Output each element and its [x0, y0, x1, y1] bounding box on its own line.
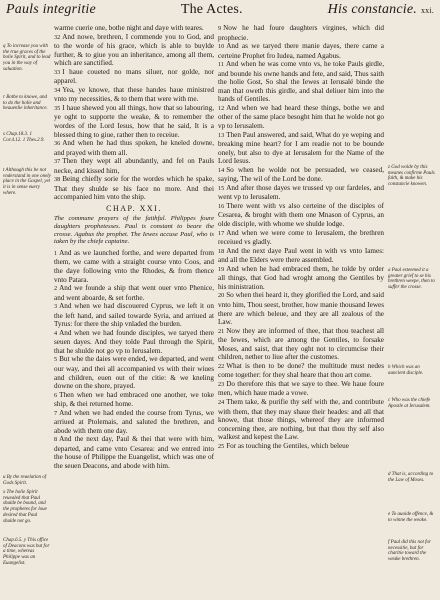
- verse-text: Do therefore this that we saye to thee. We haue foure men, which haue made a vowe.: [218, 379, 384, 398]
- verse-number: 15: [218, 184, 225, 192]
- folio-number: xxi.: [420, 6, 434, 15]
- verse-number: 1: [54, 249, 58, 257]
- margin-note: q To increase you with the true graces of the holie Spirit, and to lead you in the way of saluation.: [3, 44, 51, 72]
- verse-number: 35: [54, 104, 61, 112]
- header-right-title: His constancie.: [327, 2, 417, 17]
- chapter-summary: The commune prayers of the faithful. Philippes foure daughters prophetesses. Paul is constant to beare the crosse. Agabus the prophet. The Iewes accuse Paul, who is taken by the chiefe captaine.: [54, 215, 214, 246]
- verse-text: And when he was come vnto vs, he toke Pauls girdle, and bounde his owne hands and fete, and said, Thus saith the holie Gost, So shal the Iewes at Ierusalé binde the man that oweth this girdle, and shal deliuer him into the hands of Gentiles.: [218, 60, 384, 104]
- verse: [218, 60, 384, 104]
- verse: [54, 409, 214, 436]
- verse: [218, 42, 384, 60]
- verse-text: And when we had heard these things, bothe we and other of the same place besoght him that he wolde not go vp to Ierusalem.: [218, 103, 384, 131]
- verse-number: 21: [218, 327, 225, 335]
- chapter-heading: CHAP. XXI.: [106, 203, 162, 213]
- verse-text: And we founde a ship that went ouer vnto Phenice, and went aboarde, & set forthe.: [54, 284, 214, 302]
- verse-text: What is then to be done? the multitude must nedes come together: for they shal heare that thou art come.: [218, 361, 384, 380]
- margin-note: e To auoide offence, & to winne the weake.: [388, 512, 434, 523]
- verse: [218, 398, 384, 442]
- verse: [218, 229, 384, 247]
- verse-text: For as touching the Gentiles, which beleue: [226, 441, 349, 450]
- verse: [54, 329, 214, 356]
- verse-text: Then Paul answered, and said, What do ye weping and breaking mine heart? for I am readie not to be bounde onely, but also to dye at Ierusalem for the Name of the Lord Iesus.: [218, 130, 384, 166]
- verse-text: Now they are informed of thee, that thou teachest all the Iewes, which are among the Gentiles, to forsake Moses, and saist, that they oght not to circumcise their children, nether to liue after the customes.: [218, 326, 384, 362]
- verse-number: 4: [54, 329, 58, 337]
- verse: [54, 284, 214, 302]
- verse-number: 8: [54, 436, 58, 444]
- margin-note: z God wolde by this meanes confirme Pauls faith, & make his constancie knowen.: [388, 165, 435, 188]
- verse: [218, 247, 384, 265]
- verse: [218, 380, 384, 398]
- verse-number: 22: [218, 362, 225, 370]
- verse-number: 6: [54, 391, 58, 399]
- margin-note: x The holie Spirit reuealed that Paul shulde be bound, and the prophetes for loue desired that Paul shulde not go.: [3, 490, 47, 524]
- verse-number: 23: [218, 380, 225, 388]
- left-verses-after-chapter: [54, 249, 214, 471]
- verse-number: 12: [218, 104, 225, 112]
- verse-text: But whe the daies were ended, we departed, and went our way, and thei all accompanied vs with their wiues and children, euen out of the citie: & we kneling downe on the shore, prayed.: [54, 355, 214, 391]
- verse: [54, 355, 214, 390]
- verse-text: I haue shewed you all things, how that so labouring, ye oght to supporte the weake, & to remember the wordes of the Lord Iesus, how that he said, It is a blessed thing to giue, rather then to receiue.: [54, 103, 214, 139]
- verse-text: And when he had embraced them, he tolde by order all things, that God had wroght among the Gentiles by his ministration.: [218, 264, 384, 291]
- verse-text: So when thei heard it, they glorified the Lord, and said vnto him, Thou seest, brother, how manie thousand Iewes there are which beleue, and they are all zealous of the Law.: [218, 291, 384, 327]
- margin-note: Chap.6.5. y This office of Deacons was but for a time, whereas Philippe was an Euangelist.: [3, 538, 50, 566]
- verse: [218, 202, 384, 229]
- verse-text: Yea, ye knowe, that these handes haue ministred vnto my necessities, & to them that were with me.: [54, 85, 214, 104]
- verse-number: 2: [54, 285, 58, 293]
- right-margin-notes: [388, 24, 438, 598]
- verse: [54, 68, 214, 86]
- margin-note: b Which was an auncient disciple.: [388, 365, 424, 376]
- verse: [54, 139, 214, 157]
- verse-text: Being chiefly sorie for the wordes which he spake, That they shulde se his face no more. And thei accompanied him vnto the ship.: [54, 175, 214, 202]
- verse-number: 32: [54, 33, 61, 41]
- verse-number: 3: [54, 303, 58, 311]
- verse-number: 16: [218, 202, 225, 210]
- verse-text: There went with vs also certeine of the disciples of Cesarea, & broght with them one Mnason of Cyprus, an olde disciple, with whome we shulde lodge.: [218, 201, 384, 229]
- margin-note: r Bothe to knowe, and to do the holie and heauenlie inheritance.: [3, 95, 48, 112]
- verse-text: And nowe, brethren, I commende you to God, and to the worde of his grace, which is able to buylde further, & to giue you an inheritance, among all them, which are sanctified.: [54, 32, 214, 68]
- verse-text: Them take, & purifie thy self with the, and contribute with them, that they may shaue their heades: and all that knowe, that those things, whereof they are informed concerning thee, are nothing, but that thou thy self also walkest and kepest the Law.: [218, 397, 384, 442]
- margin-note: d That is, according to the Law of Moses.: [388, 472, 434, 483]
- verse-number: 11: [218, 61, 224, 69]
- verse-text: I haue coueted no mans siluer, nor golde, nor apparel.: [54, 67, 214, 86]
- verse: [218, 362, 384, 380]
- margin-note: s Chap.18.3. 1 Cor.4.12. 1 Thes.2.9.: [3, 132, 45, 143]
- verse-number: 25: [218, 442, 225, 450]
- verse-text: Then they wept all abundantly, and fel on Pauls necke, and kissed him,: [54, 157, 214, 175]
- verse: [218, 166, 384, 184]
- verse-number: 14: [218, 166, 225, 174]
- header-right: [328, 2, 434, 18]
- verse-text: Then when we had embraced one another, we toke ship, & thei returned home.: [54, 390, 214, 409]
- margin-note: t Although this be not vnderstand in one onely place in the Gospel, yet it is in sense euery where.: [3, 168, 51, 196]
- verse: [218, 184, 384, 202]
- verse-text: And when we had founde disciples, we taryed there seuen dayes. And they tolde Paul through the Spirit, that he shulde not go vp to Ierusalem.: [54, 328, 214, 355]
- verse: [218, 24, 384, 42]
- verse-number: 33: [54, 68, 61, 76]
- verse-number: 5: [54, 356, 58, 364]
- verse-number: 17: [218, 229, 225, 237]
- header-left-title: Pauls integritie: [6, 2, 96, 17]
- verse: [54, 24, 214, 33]
- verse-number: 19: [218, 265, 225, 273]
- verse: [218, 265, 384, 292]
- verse-number: 9: [218, 25, 222, 32]
- right-column: [218, 24, 384, 598]
- verse: [218, 104, 384, 131]
- verse-text: warme cuerie one, bothe night and daye with teares.: [54, 24, 204, 32]
- left-column: [54, 24, 214, 598]
- verse-text: And as we taryed there manie dayes, there came a certeine Prophet fro Iudea, named Agabus.: [218, 42, 384, 60]
- verse: [218, 291, 384, 326]
- verse-number: 24: [218, 398, 225, 406]
- margin-note: c Who was the chiefe Apostle at Ierusalem.: [388, 398, 431, 409]
- verse: [54, 391, 214, 409]
- margin-note: a Paul esteemed it a greater grief to se his brethren weepe, then to suffer the crosse.: [388, 268, 435, 291]
- verse: [54, 157, 214, 175]
- verse-number: 34: [54, 86, 61, 94]
- verse-text: And the next day, Paul & thei that were with him, departed, and came vnto Cesarea: and we entred into the house of Philippe the Euangelist, which was one of the seuen Deacons, and abode with him.: [54, 435, 214, 470]
- verse: [54, 33, 214, 68]
- verse-text: And the next daye Paul went in with vs vnto Iames: and all the Elders were there assembled.: [218, 246, 384, 265]
- verse-number: 10: [218, 43, 225, 51]
- verse-text: And when we had ended the course from Tyrus, we arriued at Ptolemais, and saluted the brethren, and abode with them one day.: [54, 408, 214, 435]
- left-margin-notes: [3, 24, 51, 598]
- verse: [218, 327, 384, 362]
- verse-text: And when he had thus spoken, he kneled downe, and prayed with them all.: [54, 139, 214, 157]
- verse-number: 13: [218, 131, 225, 139]
- margin-note: f Paul did this not for necessitie, but for charitie toward the weake brethren.: [388, 540, 431, 563]
- verse: [54, 249, 214, 284]
- left-verses-before-chapter: [54, 24, 214, 202]
- verse-text: And when we had discouered Cyprus, we left it on the left hand, and sailed towarde Syria, and arriued at Tyrus: for there the ship vnladed the burden.: [54, 302, 214, 329]
- verse-text: And after those dayes we trussed vp our fardeles, and went vp to Ierusalem.: [218, 183, 384, 202]
- header-center-title: The Actes.: [180, 2, 243, 17]
- verse-number: 20: [218, 292, 225, 300]
- verse: [218, 131, 384, 166]
- verse-text: And when we were come to Ierusalem, the brethren receiued vs gladly.: [218, 228, 384, 247]
- verse: [54, 302, 214, 329]
- verse: [218, 442, 384, 452]
- verse: [54, 175, 214, 202]
- verse-text: And as we launched forthe, and were departed from them, we came with a straight course vnto Coos, and the daye following vnto the Rhodes, & from thence vnto Patara.: [54, 248, 214, 284]
- verse-text: Now he had foure daughters virgines, which did prophecie.: [218, 24, 384, 42]
- verse: [54, 435, 214, 470]
- running-header: [6, 2, 434, 22]
- verse-number: 38: [54, 176, 61, 184]
- verse: [54, 86, 214, 104]
- verse-number: 36: [54, 140, 61, 148]
- verse-number: 18: [218, 247, 225, 255]
- verse-text: So when he wolde not be persuaded, we ceased, saying, The wil of the Lord be done.: [218, 165, 384, 184]
- verse-number: 7: [54, 409, 58, 417]
- verse-number: 37: [54, 158, 61, 166]
- verse: [54, 104, 214, 139]
- margin-note: u By the reuelation of Gods Spirit.: [3, 475, 47, 486]
